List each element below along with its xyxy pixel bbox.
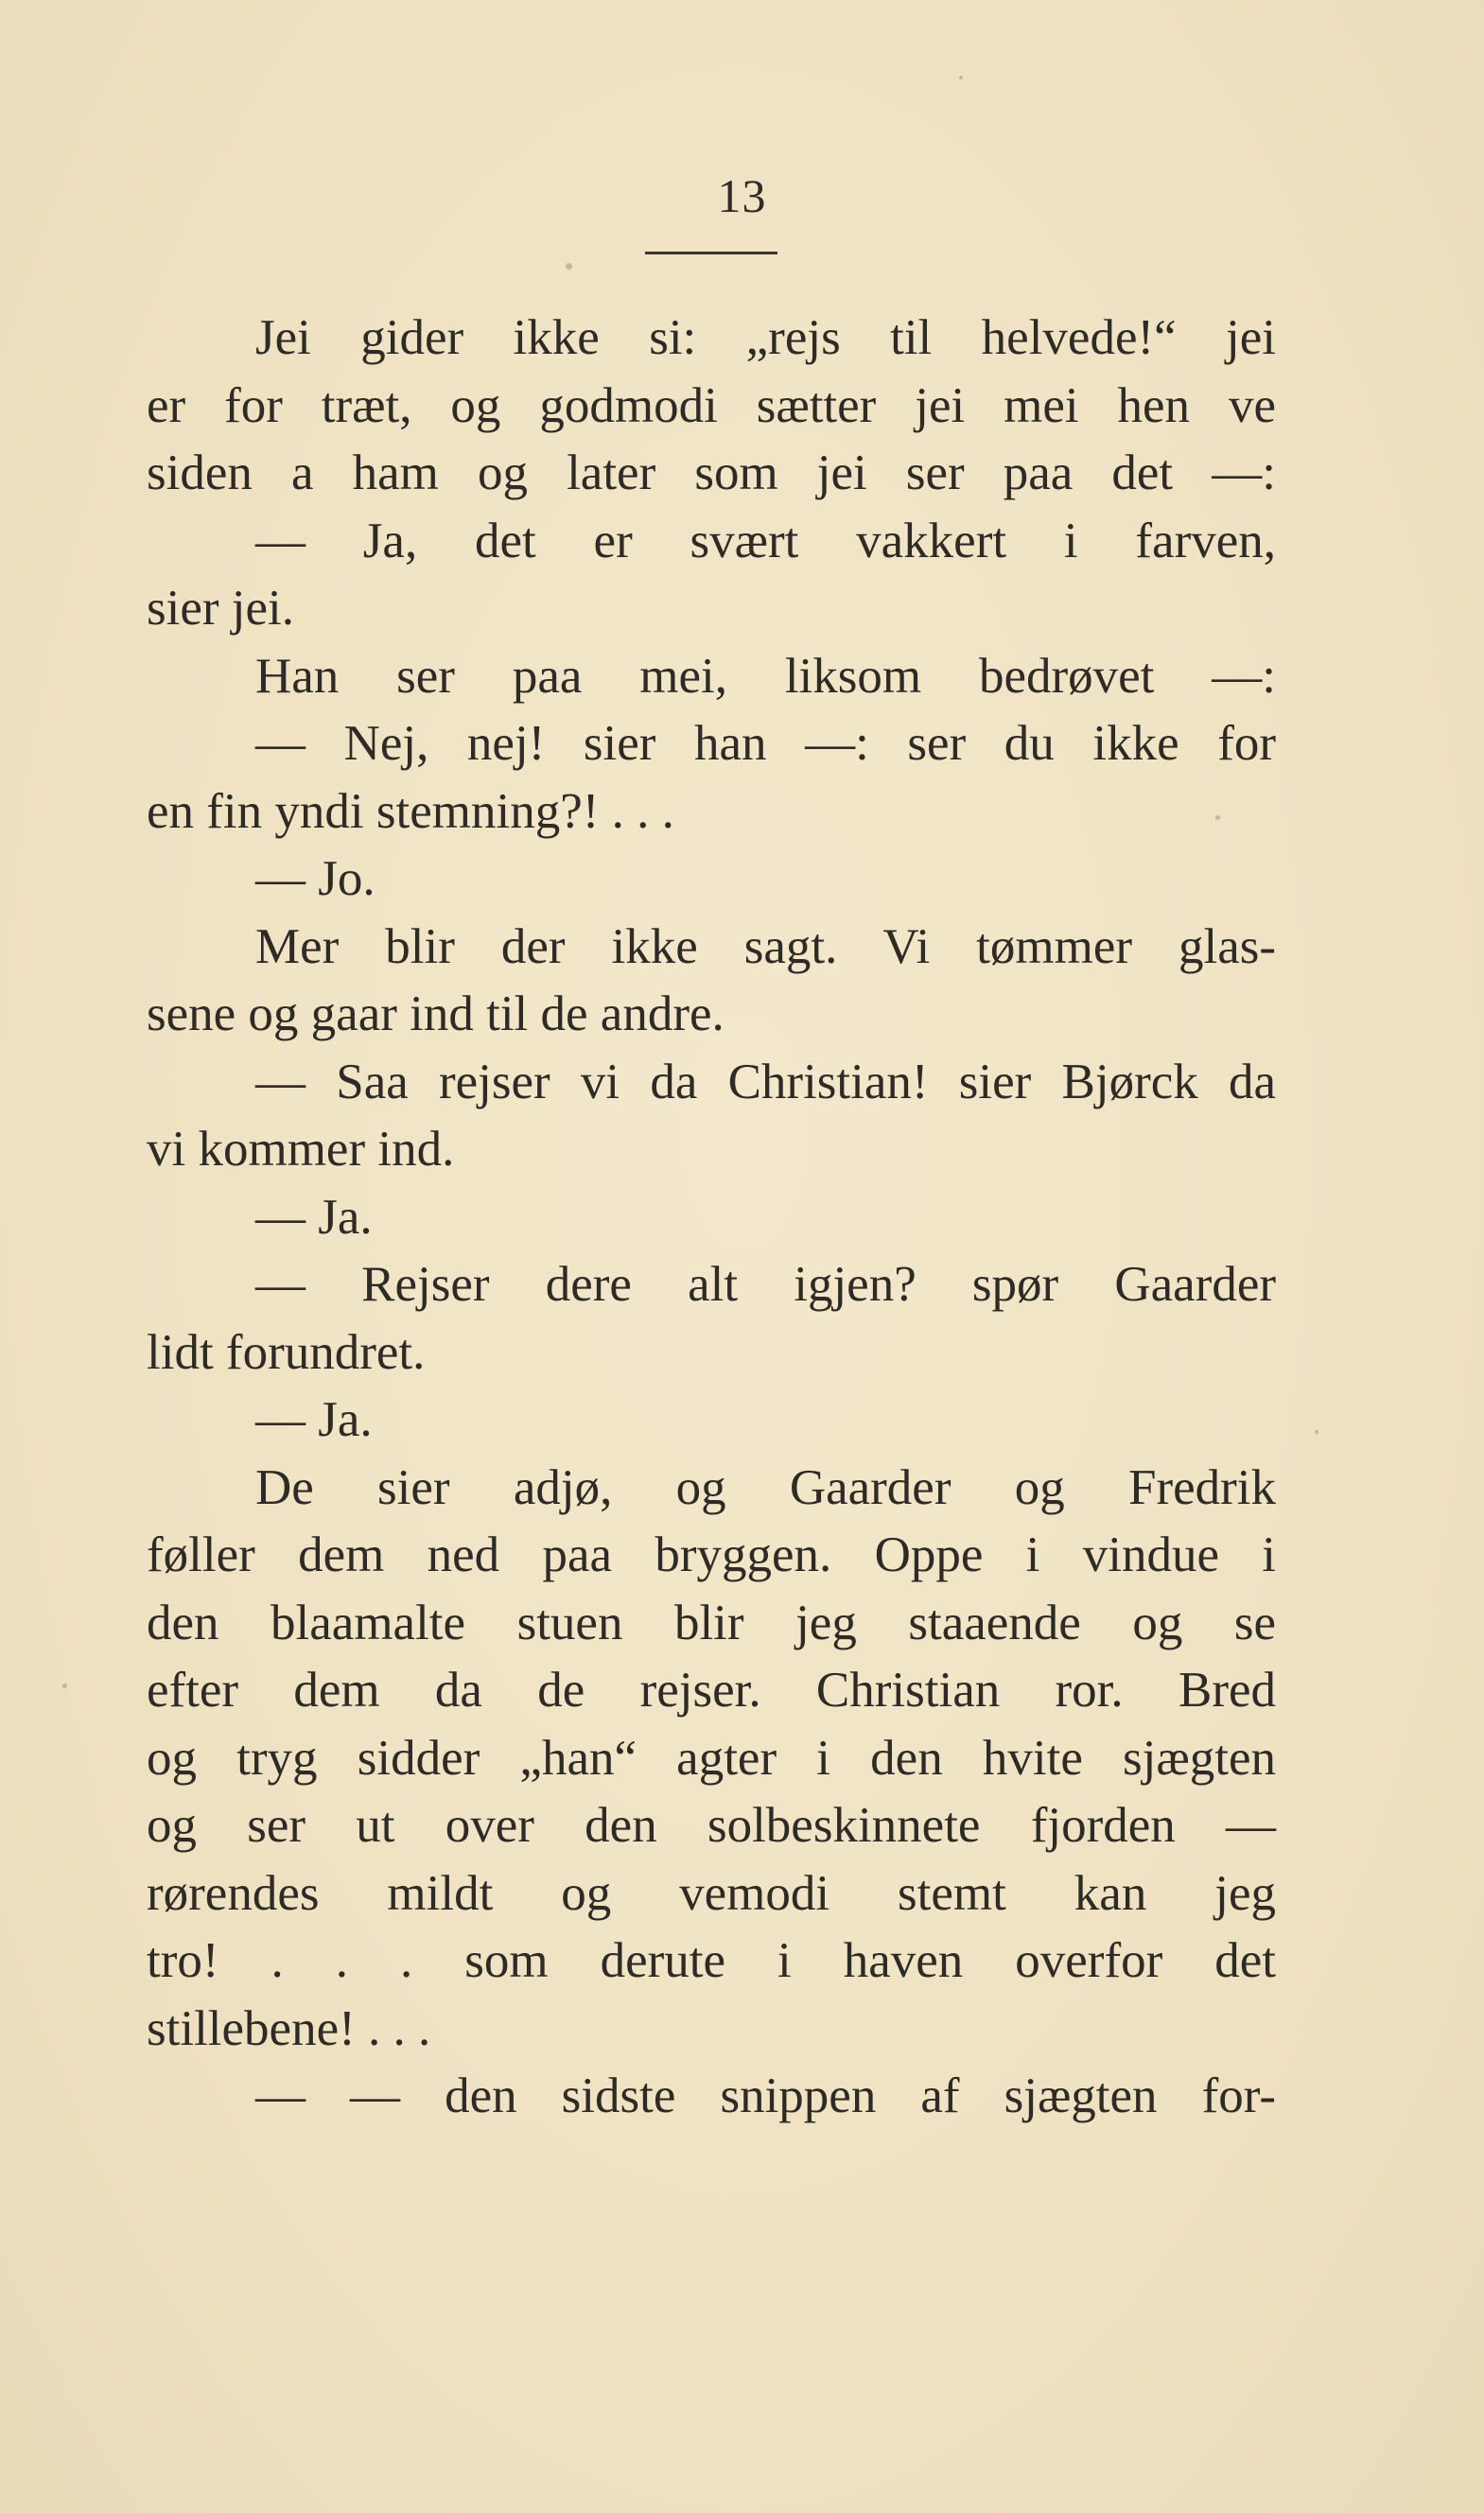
text-line: — Saa rejser vi da Christian! sier Bjørck da — [255, 1054, 1276, 1109]
paper-speck — [566, 263, 572, 270]
text-line: Mer blir der ikke sagt. Vi tømmer glas- — [255, 918, 1276, 974]
text-line: sene og gaar ind til de andre. — [147, 986, 725, 1041]
text-line: — Ja. — [255, 1392, 373, 1447]
text-line: — Rejser dere alt igjen? spør Gaarder — [255, 1257, 1276, 1312]
text-line: er for træt, og godmodi sætter jei mei hen ve — [147, 377, 1276, 433]
text-line: rørendes mildt og vemodi stemt kan jeg — [147, 1865, 1276, 1921]
text-line: stillebene! . . . — [147, 2000, 431, 2056]
text-line: siden a ham og later som jei ser paa det —: — [147, 445, 1276, 500]
paper-speck — [1315, 1430, 1318, 1434]
text-line: — Ja. — [255, 1189, 373, 1245]
text-line: — Nej, nej! sier han —: ser du ikke for — [255, 716, 1276, 771]
text-line: føller dem ned paa bryggen. Oppe i vindue i — [147, 1527, 1276, 1582]
paper-speck — [1215, 815, 1220, 820]
text-line: en fin yndi stemning?! . . . — [147, 783, 674, 839]
text-line: den blaamalte stuen blir jeg staaende og se — [147, 1595, 1276, 1650]
text-line: sier jei. — [147, 581, 294, 636]
text-line: — Jo. — [255, 851, 375, 906]
text-line: De sier adjø, og Gaarder og Fredrik — [255, 1459, 1276, 1515]
header-rule — [645, 252, 777, 254]
text-line: vi kommer ind. — [147, 1122, 455, 1177]
text-line: — — den sidste snippen af sjægten for- — [255, 2068, 1276, 2123]
text-line: efter dem da de rejser. Christian ror. Bred — [147, 1663, 1276, 1718]
text-line: tro! . . . som derute i haven overfor det — [147, 1933, 1276, 1988]
body-text — [147, 305, 1276, 2131]
text-line: og ser ut over den solbeskinnete fjorden — — [147, 1798, 1276, 1853]
text-line: Han ser paa mei, liksom bedrøvet —: — [255, 648, 1276, 704]
text-line: lidt forundret. — [147, 1324, 426, 1380]
paper-speck — [959, 76, 963, 79]
text-line: Jei gider ikke si: „rejs til helvede!“ jei — [255, 310, 1276, 365]
text-line: — Ja, det er svært vakkert i farven, — [255, 513, 1276, 568]
text-line: og tryg sidder „han“ agter i den hvite sjægten — [147, 1730, 1276, 1786]
paper-speck — [62, 1684, 67, 1688]
page-number: 13 — [717, 169, 767, 222]
